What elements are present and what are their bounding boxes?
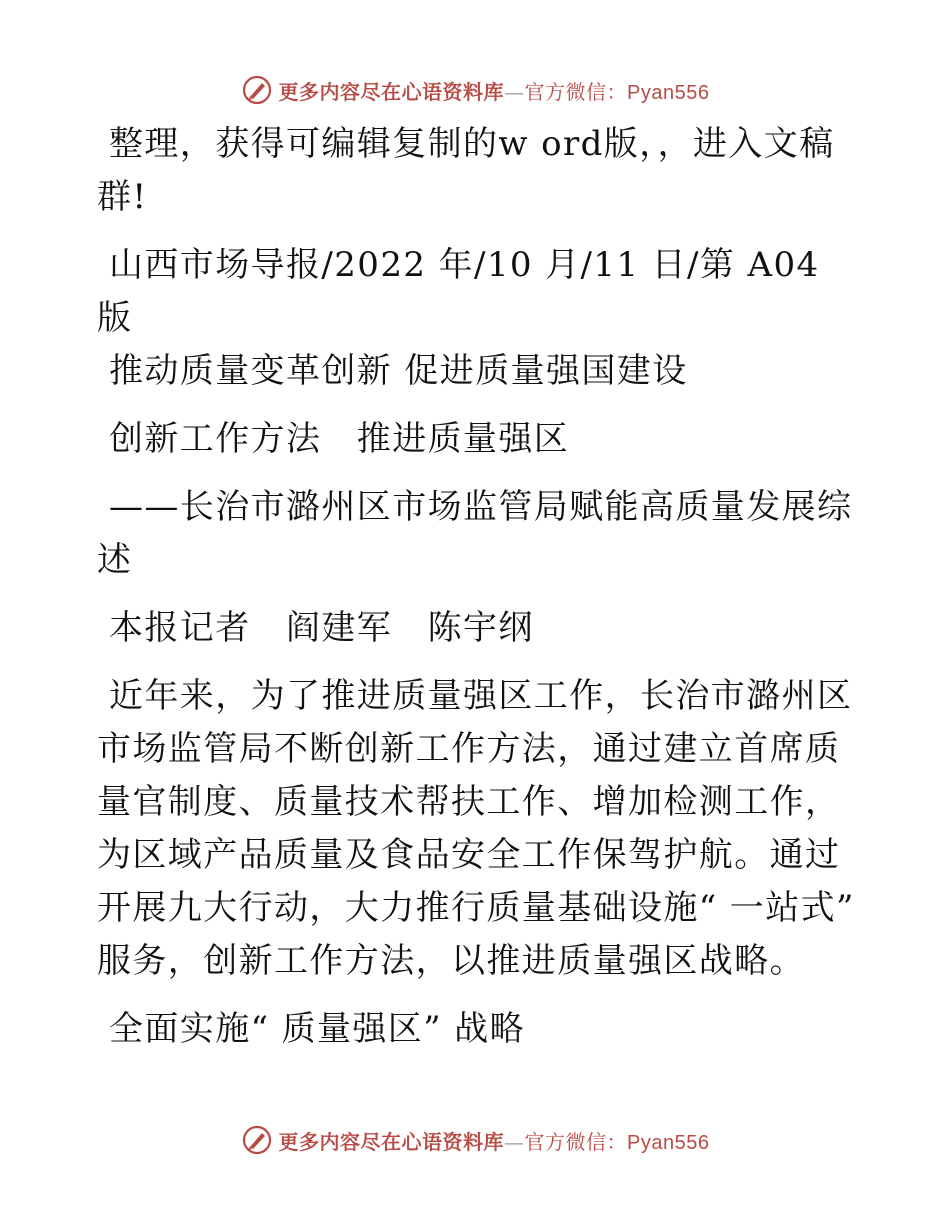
intro-notice: 整理，获得可编辑复制的w ord版，，进入文稿群!	[97, 124, 835, 217]
article-subtitle: ——长治市潞州区市场监管局赋能高质量发展综述	[97, 487, 853, 580]
watermark-separator: —	[504, 1129, 525, 1154]
quill-logo-icon	[241, 1124, 273, 1156]
watermark-contact: 官方微信：Pyan556	[524, 1131, 710, 1154]
body-paragraph: 近年来，为了推进质量强区工作，长治市潞州区市场监管局不断创新工作方法，通过建立首席质量官制度、质量技术帮扶工作、增加检测工作，为区域产品质量及食品安全工作保驾护航。通过开展九大行动，大力推行质量基础设施“ 一站式” 服务，创新工作方法，以推进质量强区战略。	[97, 676, 855, 981]
quill-logo-icon	[241, 74, 273, 106]
byline: 本报记者 阎建军 陈宇纲	[109, 608, 534, 648]
document-body	[97, 118, 857, 1056]
watermark-text	[279, 76, 710, 105]
watermark-separator: —	[504, 79, 525, 104]
header-watermark	[0, 70, 950, 110]
subsection-heading: 全面实施“ 质量强区” 战略	[109, 1009, 525, 1049]
watermark-main-text: 更多内容尽在心语资料库	[278, 79, 505, 104]
watermark-contact: 官方微信：Pyan556	[524, 81, 710, 104]
footer-watermark	[0, 1120, 950, 1160]
watermark-text	[279, 1126, 710, 1155]
section-heading: 推动质量变革创新 促进质量强国建设	[109, 351, 688, 391]
watermark-main-text: 更多内容尽在心语资料库	[278, 1129, 505, 1154]
article-title: 创新工作方法 推进质量强区	[109, 419, 570, 459]
source-line: 山西市场导报/2022 年/10 月/11 日/第 A04 版	[97, 245, 820, 338]
